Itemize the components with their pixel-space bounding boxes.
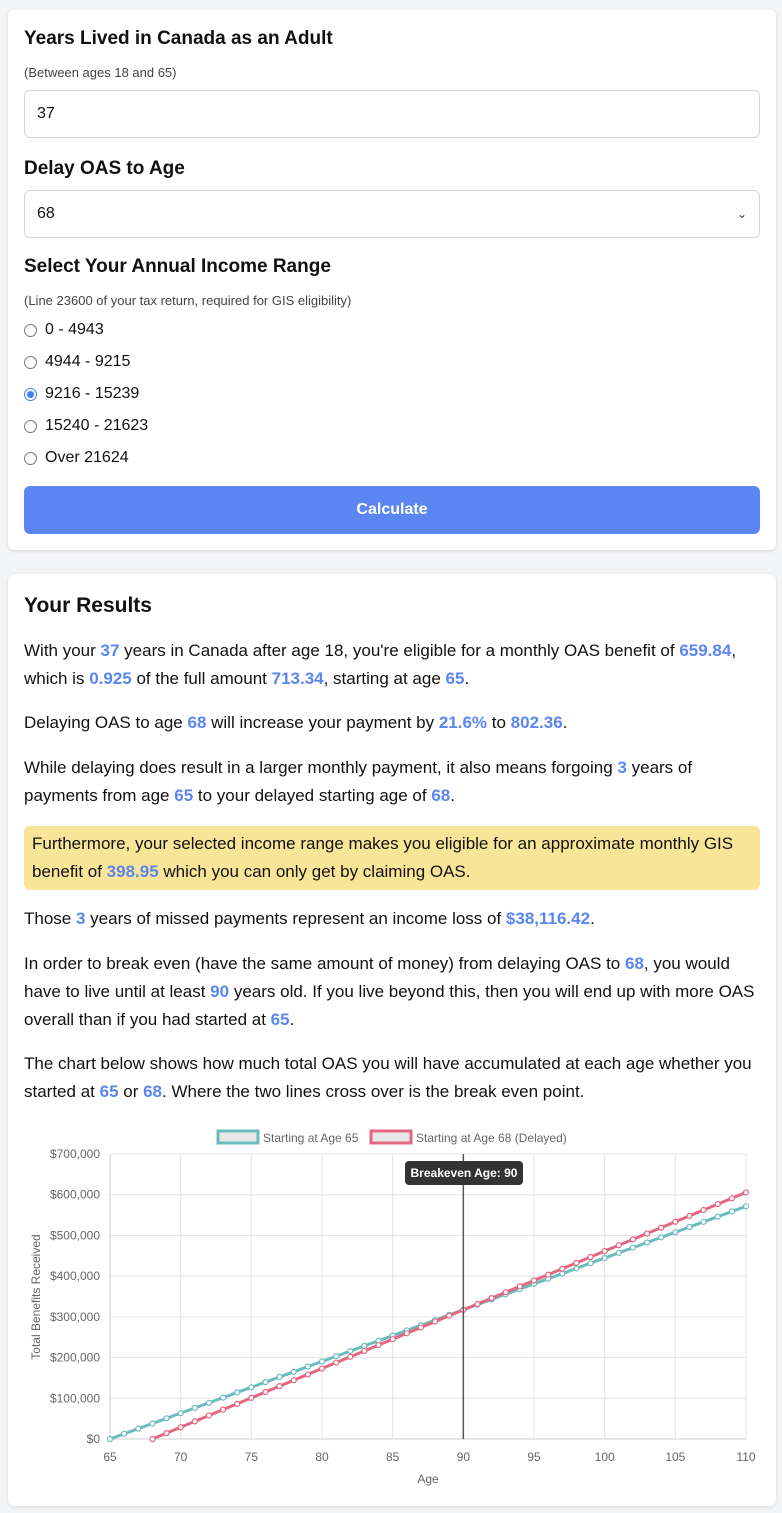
series-point-1 (150, 1437, 155, 1442)
series-point-1 (320, 1366, 325, 1371)
series-point-0 (235, 1390, 240, 1395)
series-point-1 (376, 1343, 381, 1348)
x-tick-label: 70 (173, 1450, 188, 1464)
y-tick-label: $700,000 (49, 1147, 100, 1161)
series-point-1 (532, 1278, 537, 1283)
x-tick-label: 90 (456, 1450, 471, 1464)
x-axis-label: Age (417, 1472, 439, 1486)
x-tick-label: 100 (594, 1450, 615, 1464)
series-point-1 (630, 1237, 635, 1242)
x-tick-label: 95 (527, 1450, 541, 1464)
results-paragraph-1: With your 37 years in Canada after age 18, you're eligible for a monthly OAS benefit of 659.84, which is 0.925 of the full amount 713.34, starting at age 65. (24, 641, 737, 688)
legend-label-0: Starting at Age 65 (263, 1131, 359, 1145)
gis-highlight: Furthermore, your selected income range makes you eligible for an approximate monthly GIS benefit of 398.95 which you can only get by claiming OAS. (24, 826, 760, 890)
series-point-1 (602, 1249, 607, 1254)
series-point-1 (404, 1331, 409, 1336)
series-point-1 (475, 1301, 480, 1306)
series-point-0 (221, 1395, 226, 1400)
series-point-1 (701, 1208, 706, 1213)
series-point-1 (221, 1407, 226, 1412)
delay-select-value: 68 (37, 205, 55, 222)
series-point-0 (291, 1369, 296, 1374)
series-point-0 (192, 1405, 197, 1410)
chevron-down-icon: ⌄ (736, 207, 747, 221)
y-tick-label: $200,000 (49, 1350, 100, 1365)
income-option-4[interactable]: Over 21624 (24, 449, 129, 467)
series-point-0 (263, 1380, 268, 1385)
series-point-1 (588, 1254, 593, 1259)
x-tick-label: 75 (244, 1450, 259, 1464)
results-title: Your Results (24, 594, 152, 617)
series-point-1 (489, 1296, 494, 1301)
legend-swatch-0 (218, 1131, 258, 1143)
series-point-1 (164, 1431, 169, 1436)
series-point-0 (574, 1266, 579, 1271)
series-point-0 (277, 1374, 282, 1379)
x-tick-label: 80 (315, 1450, 329, 1464)
calculate-button[interactable]: Calculate (24, 486, 760, 534)
series-point-1 (503, 1290, 508, 1295)
series-point-0 (602, 1256, 607, 1261)
y-tick-label: $100,000 (49, 1391, 100, 1406)
series-point-0 (588, 1261, 593, 1266)
y-tick-label: $400,000 (49, 1269, 100, 1284)
series-point-0 (334, 1354, 339, 1359)
series-point-0 (150, 1421, 155, 1426)
x-tick-label: 105 (665, 1450, 686, 1464)
series-point-0 (108, 1437, 113, 1442)
series-point-1 (546, 1272, 551, 1277)
series-point-0 (687, 1225, 692, 1230)
series-point-0 (348, 1349, 353, 1354)
series-point-0 (701, 1219, 706, 1224)
series-line-0 (110, 1206, 746, 1439)
series-point-1 (616, 1243, 621, 1248)
series-point-0 (673, 1230, 678, 1235)
series-point-0 (630, 1245, 635, 1250)
series-point-0 (136, 1426, 141, 1431)
series-point-1 (390, 1337, 395, 1342)
results-paragraph-6: The chart below shows how much total OAS you will have accumulated at each age whether you started at 65 or 68. Where the two lines cross over is the break even point. (24, 1054, 752, 1101)
y-tick-label: $300,000 (49, 1309, 100, 1324)
series-point-1 (659, 1225, 664, 1230)
series-point-1 (192, 1419, 197, 1424)
series-point-0 (659, 1235, 664, 1240)
series-point-1 (305, 1372, 310, 1377)
series-point-1 (206, 1413, 211, 1418)
series-point-1 (418, 1325, 423, 1330)
x-tick-label: 85 (385, 1450, 400, 1464)
income-option-1[interactable]: 4944 - 9215 (24, 353, 130, 371)
series-point-0 (616, 1250, 621, 1255)
income-option-0[interactable]: 0 - 4943 (24, 321, 104, 339)
series-point-1 (433, 1319, 438, 1324)
series-point-0 (729, 1209, 734, 1214)
y-tick-label: $500,000 (49, 1228, 100, 1243)
series-point-1 (729, 1196, 734, 1201)
series-point-1 (291, 1378, 296, 1383)
series-point-0 (206, 1400, 211, 1405)
years-title: Years Lived in Canada as an Adult (24, 28, 333, 49)
series-point-1 (673, 1219, 678, 1224)
results-paragraph-4: Those 3 years of missed payments represent an income loss of $38,116.42. (24, 909, 595, 928)
series-point-1 (574, 1260, 579, 1265)
delay-title: Delay OAS to Age (24, 158, 185, 179)
results-paragraph-5: In order to break even (have the same amount of money) from delaying OAS to 68, you would have to live until at least 90 years old. If you live beyond this, then you will end up with more OAS overall than if you had started at 65. (24, 954, 755, 1029)
x-tick-label: 65 (103, 1450, 117, 1464)
income-title: Select Your Annual Income Range (24, 256, 331, 277)
x-tick-label: 110 (736, 1450, 756, 1464)
y-axis-label: Total Benefits Received (29, 1234, 43, 1360)
series-point-1 (334, 1360, 339, 1365)
series-point-1 (645, 1231, 650, 1236)
series-point-1 (249, 1395, 254, 1400)
series-point-0 (715, 1214, 720, 1219)
results-paragraph-2: Delaying OAS to age 68 will increase your payment by 21.6% to 802.36. (24, 713, 568, 732)
income-option-3[interactable]: 15240 - 21623 (24, 417, 148, 435)
y-tick-label: $600,000 (49, 1187, 100, 1202)
results-paragraph-3: While delaying does result in a larger monthly payment, it also means forgoing 3 years of payments from age 65 to your delayed starting age of 68. (24, 758, 693, 805)
series-point-1 (560, 1266, 565, 1271)
y-tick-label: $0 (86, 1432, 100, 1446)
series-point-1 (263, 1390, 268, 1395)
income-hint: (Line 23600 of your tax return, required for GIS eligibility) (24, 293, 352, 308)
years-input-value: 37 (37, 105, 55, 122)
series-point-0 (744, 1204, 749, 1209)
series-point-0 (249, 1385, 254, 1390)
legend-label-1: Starting at Age 68 (Delayed) (416, 1131, 567, 1145)
series-point-0 (122, 1431, 127, 1436)
income-option-2[interactable]: 9216 - 15239 (24, 385, 139, 403)
series-point-1 (687, 1213, 692, 1218)
series-point-1 (277, 1384, 282, 1389)
series-point-1 (348, 1354, 353, 1359)
series-point-1 (235, 1401, 240, 1406)
series-point-1 (715, 1202, 720, 1207)
series-point-1 (447, 1313, 452, 1318)
series-point-0 (178, 1411, 183, 1416)
breakeven-label: Breakeven Age: 90 (410, 1166, 518, 1180)
series-point-1 (517, 1284, 522, 1289)
series-point-0 (164, 1416, 169, 1421)
years-hint: (Between ages 18 and 65) (24, 65, 177, 80)
series-point-1 (744, 1190, 749, 1195)
series-point-0 (362, 1343, 367, 1348)
series-point-0 (645, 1240, 650, 1245)
series-point-0 (320, 1359, 325, 1364)
series-point-1 (178, 1425, 183, 1430)
legend-swatch-1 (371, 1131, 411, 1143)
series-point-0 (305, 1364, 310, 1369)
series-point-1 (362, 1348, 367, 1353)
